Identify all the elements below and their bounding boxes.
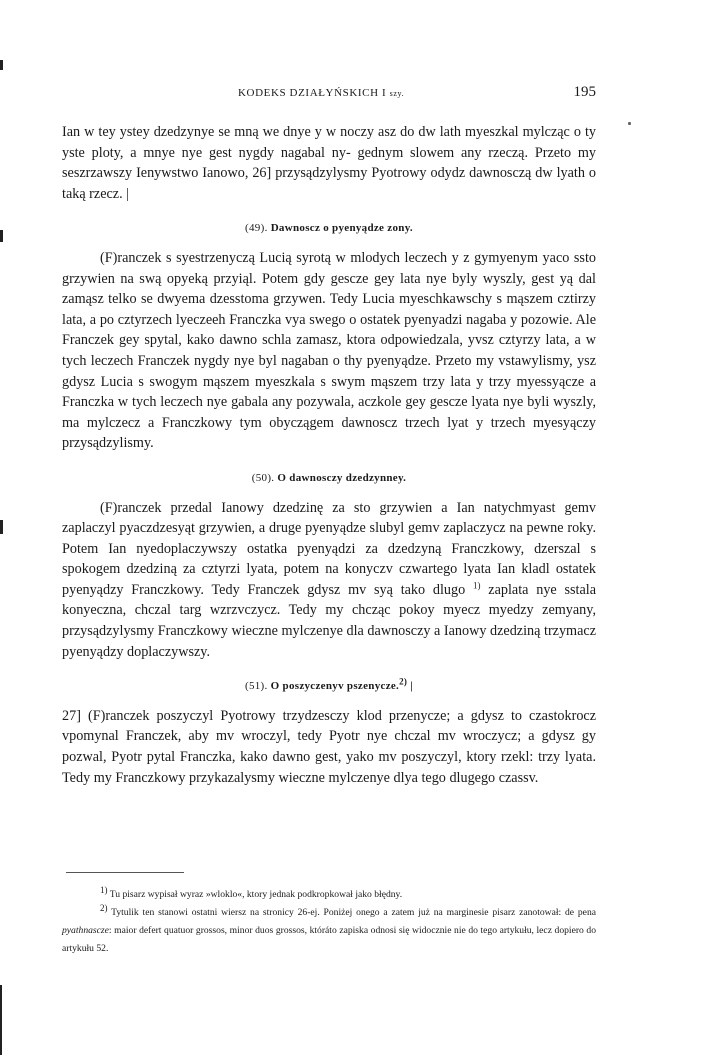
page-edge-mark-bottom: [0, 985, 2, 1055]
running-title-suffix: szy.: [389, 89, 405, 98]
text-line: myeszkal mylcząc o ty yste ploty, a mnye nye gest nygdy nagabal ny-: [62, 124, 597, 161]
footnote-mark: 2): [100, 902, 108, 913]
margin-speck: [628, 122, 631, 125]
page-edge-mark-top: [0, 60, 3, 70]
section-heading-50: [62, 468, 596, 489]
section-title: O poszyczenyv pszenycze.: [270, 680, 400, 693]
section-title-bar: |: [407, 680, 413, 693]
footnote-1: [62, 886, 596, 904]
section-paragraph-51: [62, 706, 596, 788]
footnote-text: Tu pisarz wypisał wyraz »wloklo«, ktory jednak podkropkował jako błędny.: [109, 889, 403, 900]
paragraph-text: zaplata nye sstala konyeczna, chczal targ wzrzvczycz. Tedy my chcząc pokoy myecz myedzy zemyany, przysądzylysmy Franczkowy wieczne mylczenye dla dawnosczy a Ianowy dzedziną trzymacz pyenyądzy doplaczywszy.: [62, 581, 597, 660]
section-title: Dawnoscz o pyenyądze zony.: [270, 222, 413, 235]
running-title: [238, 87, 404, 99]
text-line: przysądzylysmy Pyotrowy odydz dawnosczą dw lyath o taką rzecz. |: [62, 165, 596, 202]
manuscript-page-marker: 27]: [62, 707, 81, 724]
footnote-text: : maior defert quatuor grossos, minor duos grossos, któráto zapiska odnosi się widocznie nie do tego artykułu, lecz dopiero do artykułu 52.: [62, 925, 596, 954]
manuscript-page-marker: 26]: [252, 165, 272, 182]
running-title-text: KODEKS DZIAŁYŃSKICH I: [238, 87, 387, 99]
paragraph-continuation: [62, 122, 596, 204]
paragraph-text: (F)ranczek poszyczyl Pyotrowy trzydzesczy klod przenycze; a gdysz to czastokrocz vpomynal Franczek, aby mv wroczyl, tedy Pyotr nye chczal mv wroczycz; a gdysz gy pozwal, Pyotr pytal Franczka, kako dawno gest, yako mv poszyczyl, ktory rzekl: trzy lyata. Tedy my Franczkowy przykazalysmy wieczne mylczenye dlya tego dlugego czassv.: [62, 707, 597, 786]
text-line: Ian w tey ystey dzedzynye se mną we dnye y w noczy asz do dw lath: [62, 124, 461, 140]
section-number: (49).: [245, 222, 268, 235]
main-text: [62, 122, 596, 788]
footnote-reference: 2): [399, 676, 408, 687]
page-edge-mark-section: [0, 230, 3, 242]
footnotes: [62, 886, 596, 958]
footnote-reference: 1): [473, 580, 481, 591]
page-header: [62, 84, 596, 104]
footnote-mark: 1): [100, 884, 108, 895]
section-paragraph-50: [62, 498, 596, 663]
page-number: 195: [573, 84, 596, 100]
text-line: gednym slowem any rzeczą. Przeto my seszrzawszy Ienywstwo Ianowo,: [62, 144, 597, 182]
page-edge-mark-middle: [0, 520, 3, 534]
section-number: (51).: [244, 680, 268, 693]
section-paragraph-49: (F)ranczek s syestrzenyczą Lucią syrotą w mlodych leczech y z gymyenym yaco ssto grzywien na swą opyeką przyiąl. Potem gdy gescze gey lata nye byly wyszly, gest yą dal zamąsz telko se dwyema dzesstoma grzywen. Tedy Lucia myeschkawschy s mąszem cztirzy lata, a po cztyrzech lyeczeeh Franczka vya swego o ostatek pyenyadzi nagaba y pozowie. Ale Franczek gey spytal, kako dawno schla zamasz, ktora odpowiedzala, yvsz cztyrzy lata, a w tych leczech Franczek nygdy nye byl nagaban o thy pyenyądze. Przeto my vstawylismy, ysz gdysz Lucia s swogym mąszem myeszkala s swym mąszem trzy lata y trzy myessyącze a Franczka w tych leczech nye gabala any pozywala, aczkole gey gescze lyata nye byli wyszly, ma mylczecz a Franczkowy tym obyczągem dawnoscz trzech lyat y trzech myesyączy przysądzylismy.: [62, 249, 596, 452]
footnote-text: Tytulik ten stanowi ostatni wiersz na stronicy 26-ej. Poniżej onego a zatem już na marginesie pisarz zanotował: de pena: [111, 907, 596, 918]
footnote-divider: [66, 872, 184, 873]
section-heading-51: [62, 676, 596, 697]
footnote-italic-term: pyathnascze: [62, 925, 109, 936]
footnote-2: [62, 904, 596, 958]
section-number: (50).: [251, 471, 275, 484]
paragraph-text: (F)ranczek przedal Ianowy dzedzinę za sto grzywien a Ian natychmyast gemv zaplaczyl pyaczdzesyąt grzywien, a druge pyenyądze slubyl gemv zaplaczycz na pewne roky. Potem Ian nyedoplaczywszy ostatka pyenyądzi za dzedzyną Franczkowy, dzerszal s spokogem dzedziną za cztyrzi lyata, potem na konyczv czwartego lyata Ian kladl ostatek pyenyądzy Franczkowy. Tedy Franczek gdysz mv syą tako dlugo: [62, 499, 596, 598]
section-heading-49: [62, 218, 596, 239]
section-title: O dawnosczy dzedzynney.: [277, 471, 407, 484]
